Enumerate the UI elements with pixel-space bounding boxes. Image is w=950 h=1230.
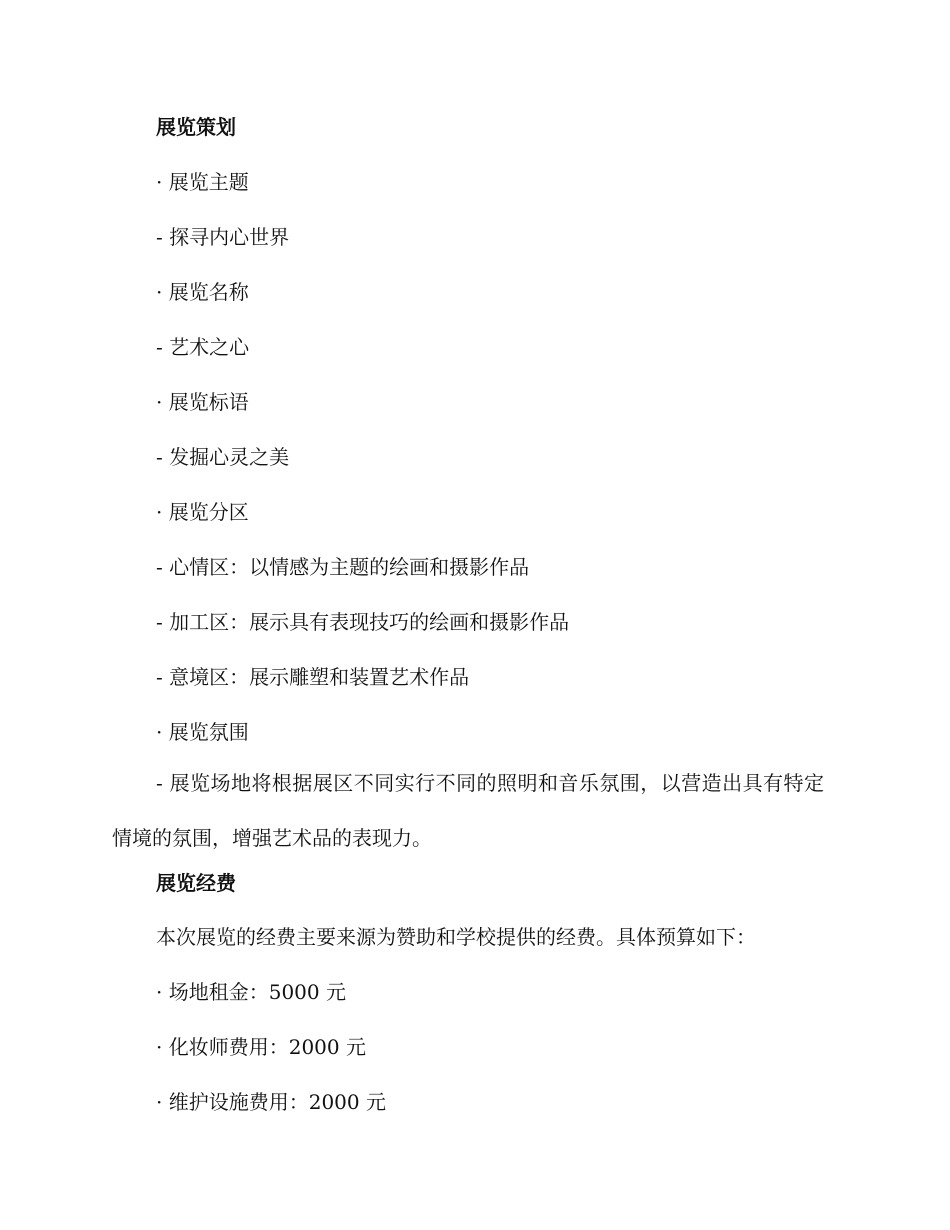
list-item: - 艺术之心	[156, 335, 250, 359]
list-item: · 展览分区	[156, 500, 249, 524]
budget-intro: 本次展览的经费主要来源为赞助和学校提供的经费。具体预算如下：	[156, 925, 756, 949]
budget-item: · 化妆师费用：2000 元	[156, 1035, 366, 1059]
list-item: · 展览主题	[156, 170, 249, 194]
list-item: - 心情区：以情感为主题的绘画和摄影作品	[156, 555, 530, 579]
list-item: - 探寻内心世界	[156, 225, 290, 249]
heading-exhibition-planning: 展览策划	[156, 115, 236, 139]
list-item: · 展览氛围	[156, 720, 249, 744]
list-item: - 意境区：展示雕塑和装置艺术作品	[156, 665, 470, 689]
atmosphere-paragraph: - 展览场地将根据展区不同实行不同的照明和音乐氛围，以营造出具有特定情境的氛围，增强艺术品的表现力。	[112, 771, 824, 850]
list-item: · 展览名称	[156, 280, 249, 304]
list-item: · 展览标语	[156, 390, 249, 414]
heading-exhibition-budget: 展览经费	[156, 871, 236, 895]
list-item: - 发掘心灵之美	[156, 445, 290, 469]
budget-item: · 维护设施费用：2000 元	[156, 1090, 386, 1114]
list-item: - 加工区：展示具有表现技巧的绘画和摄影作品	[156, 610, 570, 634]
budget-item: · 场地租金：5000 元	[156, 980, 346, 1004]
